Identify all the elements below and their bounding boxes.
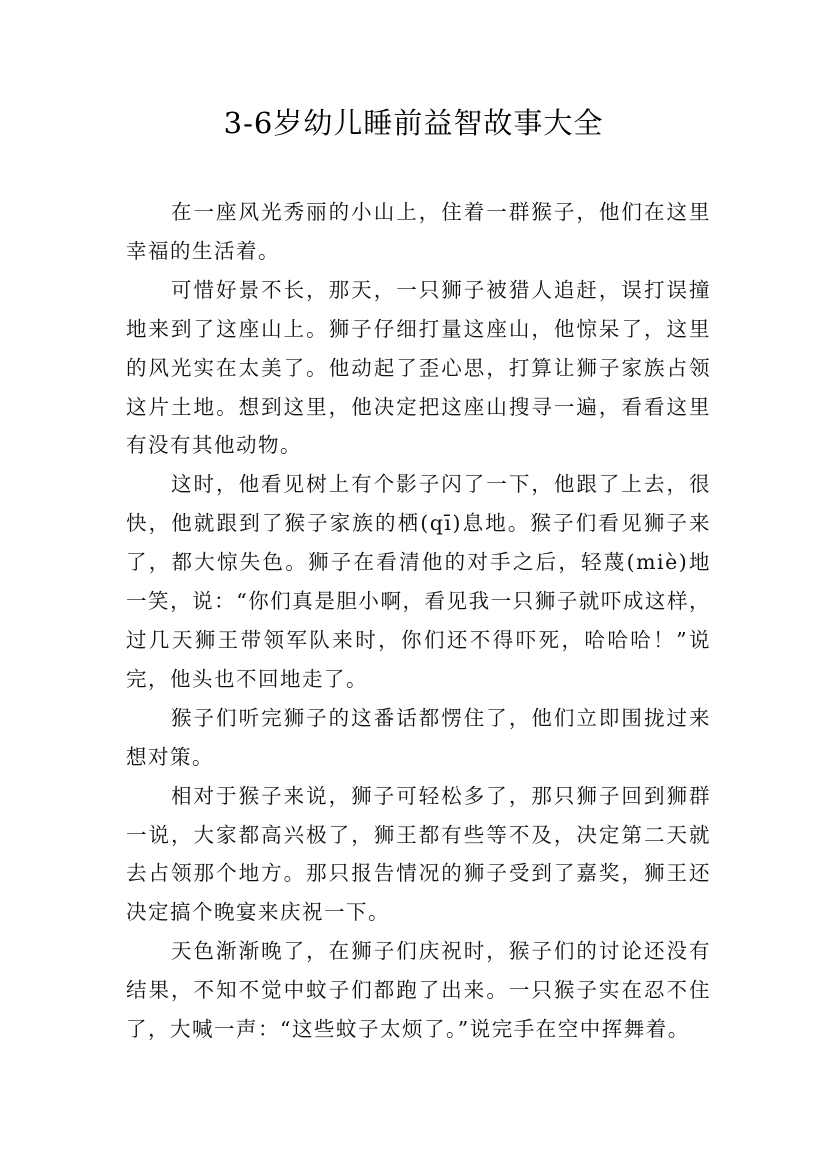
paragraph-4: 猴子们听完狮子的这番话都愣住了，他们立即围拢过来想对策。: [126, 705, 711, 769]
document-title: 3-6岁幼儿睡前益智故事大全: [223, 106, 604, 140]
paragraph-3: 这时，他看见树上有个影子闪了一下，他跟了上去，很快，他就跟到了猴子家族的栖(qī)息地。猴子们看见狮子来了，都大惊失色。狮子在看清他的对手之后，轻蔑(miè)地一笑，说：“你们真是胆小啊，看见我一只狮子就吓成这样，过几天狮王带领军队来时，你们还不得吓死，哈哈哈！”说完，他头也不回地走了。: [126, 472, 711, 691]
paragraph-6: 天色渐渐晚了，在狮子们庆祝时，猴子们的讨论还没有结果，不知不觉中蚊子们都跑了出来。一只猴子实在忍不住了，大喊一声：“这些蚊子太烦了。”说完手在空中挥舞着。: [126, 939, 711, 1042]
paragraph-5: 相对于猴子来说，狮子可轻松多了，那只狮子回到狮群一说，大家都高兴极了，狮王都有些等不及，决定第二天就去占领那个地方。那只报告情况的狮子受到了嘉奖，狮王还决定搞个晚宴来庆祝一下。: [126, 783, 711, 925]
paragraph-1: 在一座风光秀丽的小山上，住着一群猴子，他们在这里幸福的生活着。: [126, 200, 711, 263]
story-body: [126, 193, 711, 1049]
paragraph-2: 可惜好景不长，那天，一只狮子被猎人追赶，误打误撞地来到了这座山上。狮子仔细打量这座山，他惊呆了，这里的风光实在太美了。他动起了歪心思，打算让狮子家族占领这片土地。想到这里，他决定把这座山搜寻一遍，看看这里有没有其他动物。: [126, 277, 711, 458]
